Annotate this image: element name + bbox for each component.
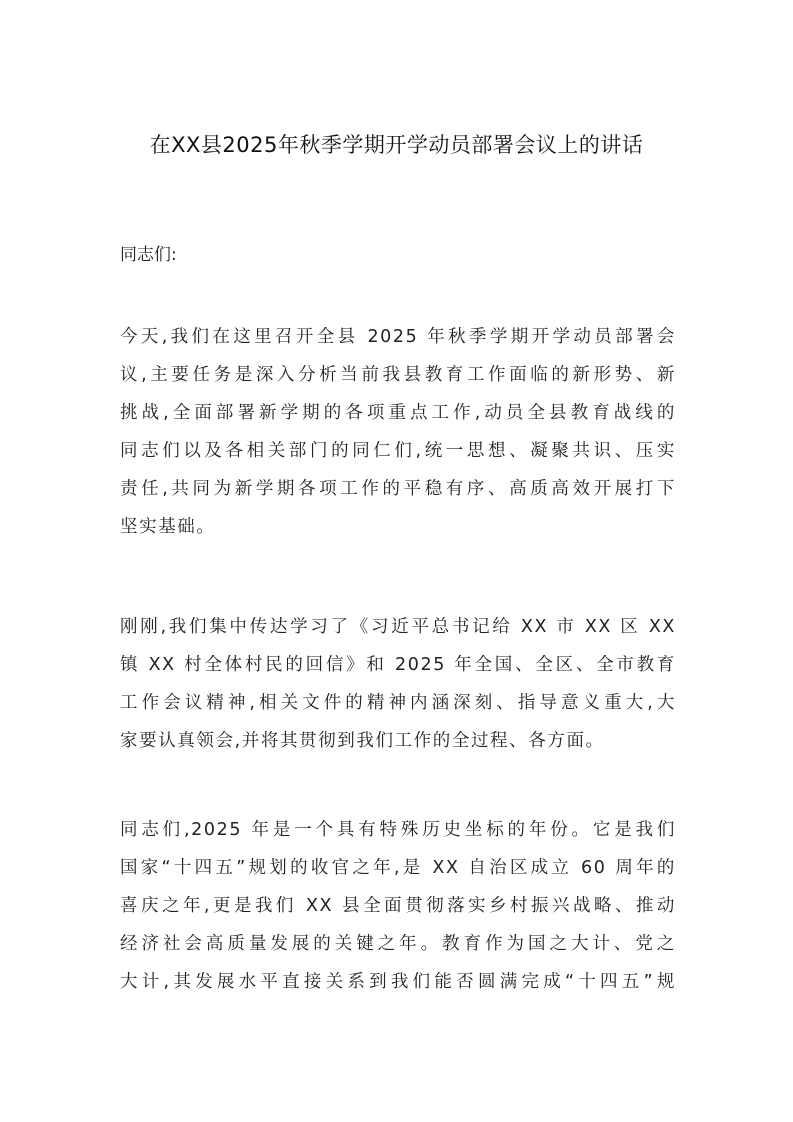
paragraph-line: 镇 XX 村全体村民的回信》和 2025 年全国、全区、全市教育 <box>120 655 676 675</box>
paragraph-line: 刚刚,我们集中传达学习了《习近平总书记给 XX 市 XX 区 XX <box>120 617 676 637</box>
document-title: 在XX县2025年秋季学期开学动员部署会议上的讲话 <box>149 133 644 157</box>
paragraph-line: 议,主要任务是深入分析当前我县教育工作面临的新形势、新 <box>120 365 676 385</box>
paragraph-line: 坚实基础。 <box>120 517 216 537</box>
paragraph-line: 大计,其发展水平直接关系到我们能否圆满完成“十四五”规 <box>120 972 676 992</box>
paragraph-line: 挑战,全面部署新学期的各项重点工作,动员全县教育战线的 <box>120 403 676 423</box>
paragraph-opening <box>120 318 676 546</box>
paragraph-line: 同志们以及各相关部门的同仁们,统一思想、凝聚共识、压实 <box>120 441 676 461</box>
paragraph-line: 同志们,2025 年是一个具有特殊历史坐标的年份。它是我们 <box>120 820 676 840</box>
paragraph-line: 责任,共同为新学期各项工作的平稳有序、高质高效开展打下 <box>120 479 676 499</box>
paragraph-line: 经济社会高质量发展的关键之年。教育作为国之大计、党之 <box>120 934 676 954</box>
paragraph-line: 家要认真领会,并将其贯彻到我们工作的全过程、各方面。 <box>120 731 605 751</box>
paragraph-line: 工作会议精神,相关文件的精神内涵深刻、指导意义重大,大 <box>120 693 676 713</box>
paragraph-significance <box>120 811 676 1001</box>
paragraph-study <box>120 608 676 760</box>
paragraph-line: 国家“十四五”规划的收官之年,是 XX 自治区成立 60 周年的 <box>120 858 676 878</box>
paragraph-line: 喜庆之年,更是我们 XX 县全面贯彻落实乡村振兴战略、推动 <box>120 896 676 916</box>
salutation: 同志们: <box>120 245 177 265</box>
paragraph-line: 今天,我们在这里召开全县 2025 年秋季学期开学动员部署会 <box>120 327 676 347</box>
